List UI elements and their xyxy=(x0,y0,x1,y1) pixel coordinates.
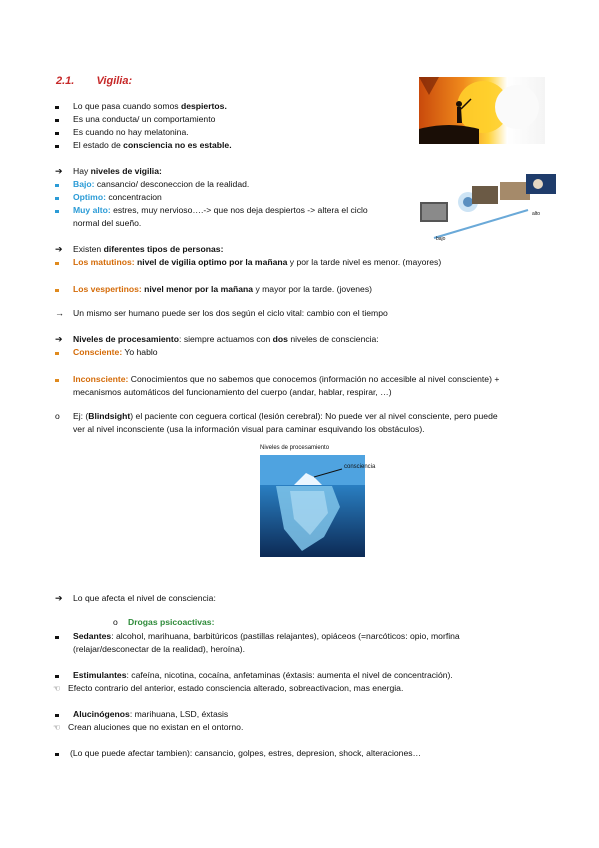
pointer-icon: ☜ xyxy=(53,723,61,732)
sedantes-line: Sedantes: alcohol, marihuana, barbitúricos (pastillas relajantes), opiáceos (=narcóticos: opio, morfina xyxy=(73,631,460,641)
iceberg-label: consciencia xyxy=(344,464,376,470)
bullet-marker xyxy=(55,140,59,151)
consciente-line: Consciente: Yo hablo xyxy=(73,347,158,357)
type-vespertinos: Los vespertinos: nivel menor por la mañana y mayor por la tarde. (jovenes) xyxy=(73,284,372,294)
types-intro: Existen diferentes tipos de personas: xyxy=(73,244,224,254)
inconsciente-line-2: mecanismos automáticos del funcionamiento del cuerpo (andar, hablar, respirar, …) xyxy=(73,387,392,397)
pointer-icon: ☜ xyxy=(53,684,61,693)
sunset-photo xyxy=(419,77,545,144)
section-number: 2.1. xyxy=(56,75,75,87)
bullet-marker xyxy=(55,179,59,190)
bullet-marker xyxy=(55,709,59,720)
drugs-subtitle: Drogas psicoactivas: xyxy=(128,617,215,627)
bullet-marker xyxy=(55,374,59,385)
alucinogenos-line: Alucinógenos: marihuana, LSD, éxtasis xyxy=(73,709,229,719)
levels-intro: Hay niveles de vigilia: xyxy=(73,166,162,176)
types-note: Un mismo ser humano puede ser los dos según el ciclo vital: cambio con el tiempo xyxy=(73,308,388,318)
intro-line-3: Es cuando no hay melatonina. xyxy=(73,127,189,137)
iceberg-title: Niveles de procesamiento xyxy=(260,445,330,451)
estimulantes-note: Efecto contrario del anterior, estado consciencia alterado, sobreactivacion, mas energia. xyxy=(68,683,404,693)
bullet-marker xyxy=(55,284,59,295)
example-line-2: ver al nivel inconsciente (usa la información visual para caminar esquivando los obstáculos). xyxy=(73,424,425,434)
graph-label-low: bajo xyxy=(436,236,446,242)
bullet-marker xyxy=(55,631,59,642)
example-line: Ej: (Blindsight) el paciente con ceguera cortical (lesión cerebral): No puede ver al nivel consciente, pero puede xyxy=(73,411,498,421)
section-heading xyxy=(56,75,132,87)
arrow-icon: ➔ xyxy=(55,244,63,254)
arrow-icon: ➔ xyxy=(55,593,63,603)
section-title: Vigilia: xyxy=(96,75,133,87)
bullet-marker xyxy=(55,114,59,125)
bullet-marker xyxy=(55,127,59,138)
arrow-icon: ➔ xyxy=(55,166,63,176)
intro-line-1: Lo que pasa cuando somos despiertos. xyxy=(73,101,227,111)
level-continuation: normal del sueño. xyxy=(73,218,142,228)
bullet-marker xyxy=(55,748,59,759)
affects-intro: Lo que afecta el nivel de consciencia: xyxy=(73,593,216,603)
iceberg-figure xyxy=(232,445,397,557)
graph-label-high: alto xyxy=(532,211,541,217)
bullet-marker xyxy=(55,347,59,358)
processing-intro: Niveles de procesamiento: siempre actuamos con dos niveles de consciencia: xyxy=(73,334,379,344)
level-bajo: Bajo: cansancio/ desconeccion de la realidad. xyxy=(73,179,250,189)
estimulantes-line: Estimulantes: cafeína, nicotina, cocaína, anfetaminas (éxtasis: aumenta el nivel de concentración). xyxy=(73,670,453,680)
vigilance-graph xyxy=(418,174,558,246)
circle-marker: o xyxy=(55,411,60,421)
intro-line-2: Es una conducta/ un comportamiento xyxy=(73,114,216,124)
inconsciente-line: Inconsciente: Conocimientos que no sabemos que conocemos (información no accesible al nivel consciente) + xyxy=(73,374,500,384)
other-factors-line: (Lo que puede afectar tambien): cansancio, golpes, estres, depresion, shock, alteraciones… xyxy=(70,748,422,758)
bullet-marker xyxy=(55,101,59,112)
type-matutinos: Los matutinos: nivel de vigilia optimo por la mañana y por la tarde nivel es menor. (mayores) xyxy=(73,257,442,267)
arrow-icon: → xyxy=(55,308,64,318)
level-muy-alto: Muy alto: estres, muy nervioso….-> que nos deja despiertos -> altera el ciclo xyxy=(73,205,368,215)
level-optimo: Optimo: concentracion xyxy=(73,192,162,202)
alucinogenos-note: Crean aluciones que no existan en el ontorno. xyxy=(68,722,244,732)
bullet-marker xyxy=(55,257,59,268)
circle-marker: o xyxy=(113,617,118,627)
bullet-marker xyxy=(55,192,59,203)
intro-line-4: El estado de consciencia no es estable. xyxy=(73,140,232,150)
bullet-marker xyxy=(55,670,59,681)
sedantes-line-2: (relajar/desconectar de la realidad), heroína). xyxy=(73,644,245,654)
arrow-icon: ➔ xyxy=(55,334,63,344)
bullet-marker xyxy=(55,205,59,216)
